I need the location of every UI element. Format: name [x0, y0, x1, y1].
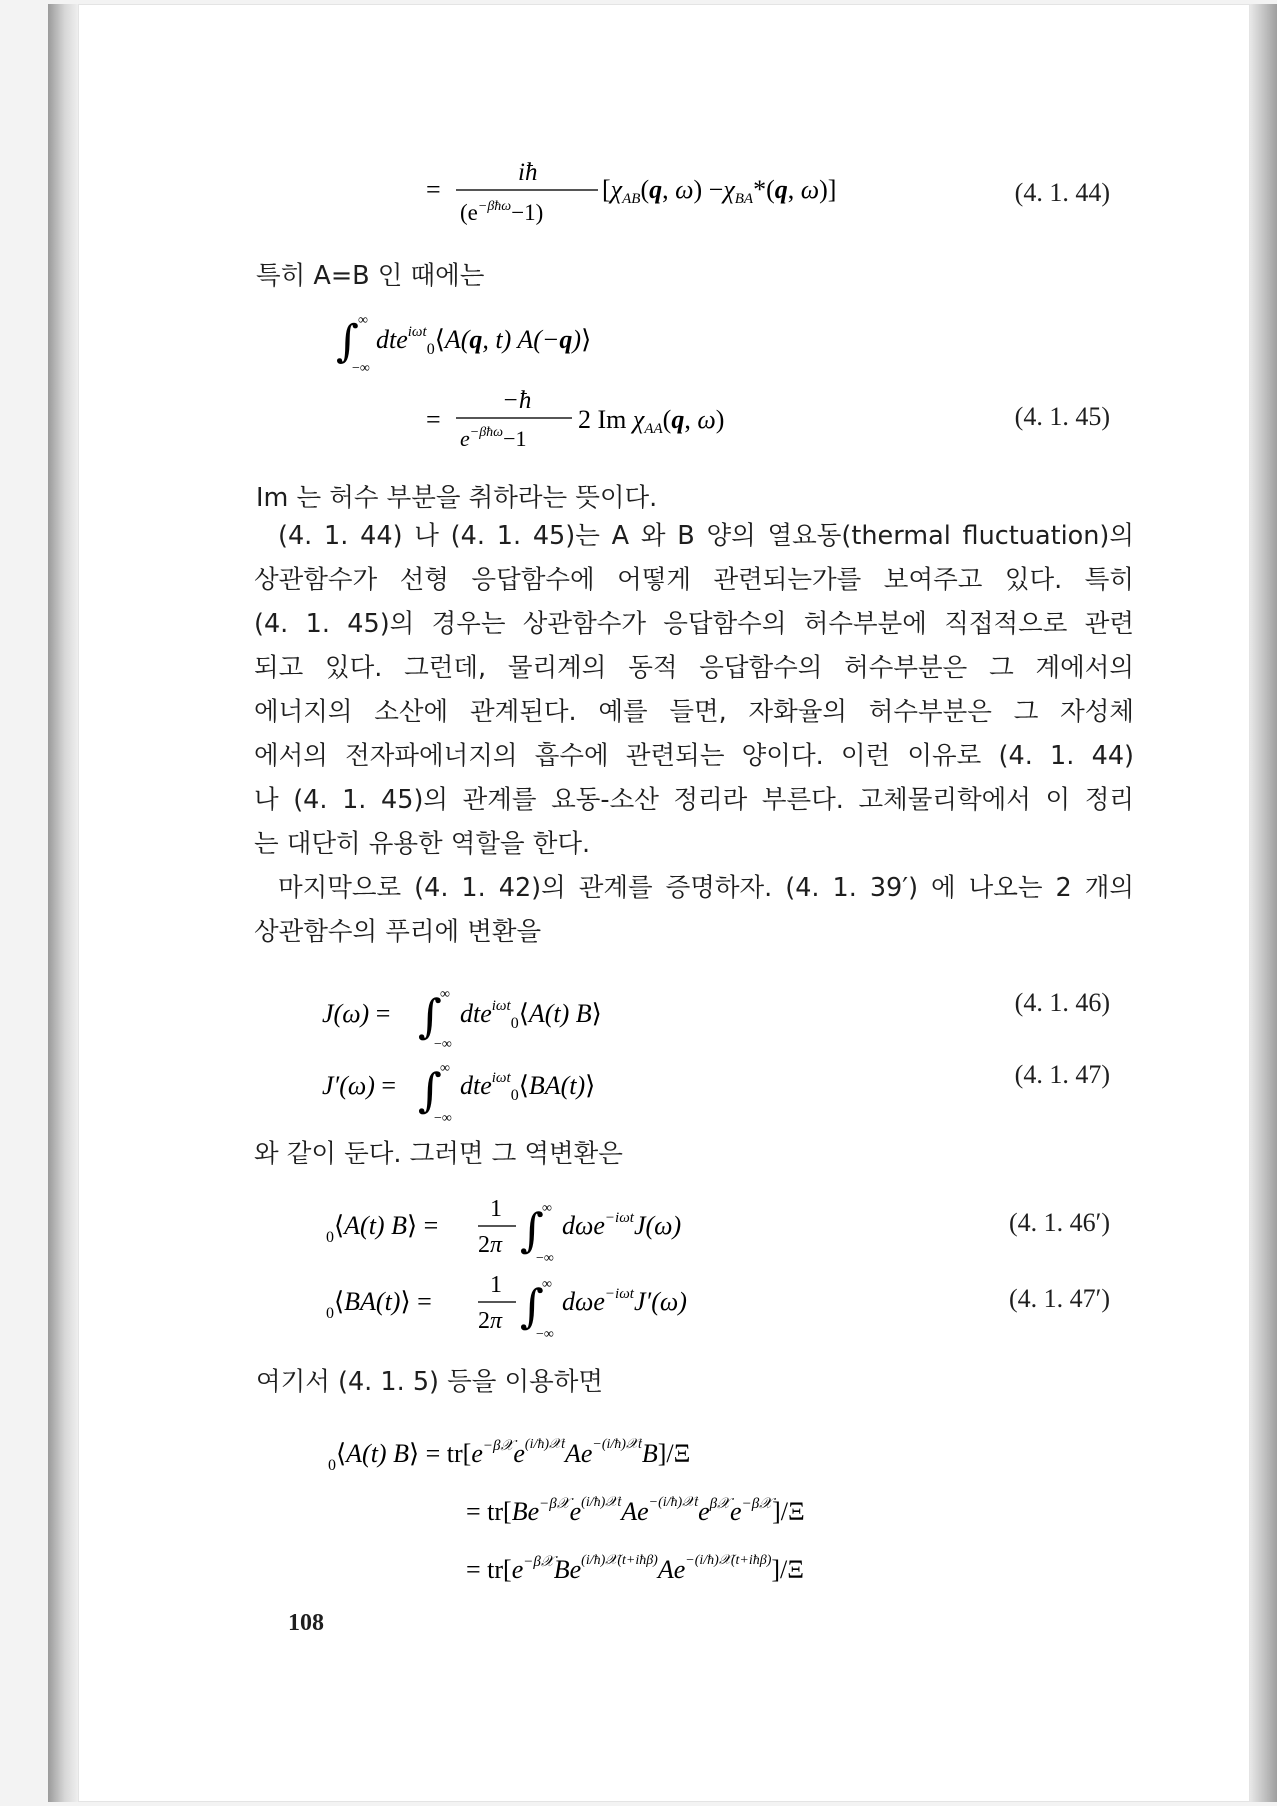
special-case-text: 특히 A=B 인 때에는 [256, 261, 485, 291]
svg-text:∞: ∞ [358, 313, 368, 328]
svg-text:= tr[Be−β𝒳e(i/ħ)𝒳tAe−(i/ħ)𝒳: = $tr[Be^{-\beta 𝒳}e^{(i/ħ)𝒳t}Ae^{-(i/ħ)𝒳t}e^{\beta 𝒳}e^{-\beta 𝒳}]/\Xi$ [466, 1495, 805, 1526]
svg-text:−∞: −∞ [536, 1327, 554, 1342]
svg-text:1: 1 [490, 1272, 502, 1298]
paragraph-fluctuation-dissipation [254, 514, 1134, 866]
paragraph-line: 에서의 전자파에너지의 흡수에 관련되는 양이다. 이런 이유로 (4. 1. 44) [254, 741, 1134, 771]
paragraph-line: 상관함수의 푸리에 변환을 [254, 917, 542, 947]
svg-text:J(ω) =: J(ω) = [322, 999, 391, 1028]
equation-4-1-47-prime [326, 1264, 766, 1351]
svg-text:−∞: −∞ [352, 361, 370, 376]
equation-derivation-line-3 [466, 1534, 1026, 1605]
svg-text:1: 1 [490, 1196, 502, 1222]
svg-text:0⟨BA(t)⟩ =: $_0$⟨BA(t)⟩ = [326, 1287, 432, 1322]
equation-number: (4. 1. 45) [1014, 402, 1110, 431]
svg-text:=: = [426, 405, 441, 434]
paragraph-line: 는 대단히 유용한 역할을 한다. [254, 829, 591, 859]
svg-text:2π: 2π [478, 1232, 503, 1258]
im-note-text: Im 는 허수 부분을 취하라는 뜻이다. [256, 483, 658, 513]
svg-text:dωe−iωtJ′(ω): dωe$^{-i\omega t}$J′(ω) [562, 1286, 687, 1316]
equation-4-1-46-prime [326, 1188, 766, 1275]
paragraph-line: 되고 있다. 그런데, 물리계의 동적 응답함수의 허수부분은 그 계에서의 [254, 653, 1134, 683]
svg-text:2 Im χAA(q, ω): 2 Im χAA(q, ω) [578, 405, 725, 437]
svg-text:∫: ∫ [520, 1279, 544, 1333]
equation-4-1-45-integral [336, 300, 756, 383]
svg-text:∞: ∞ [542, 1277, 552, 1292]
page-right-edge [1250, 4, 1277, 1802]
svg-text:dteiωt0⟨BA(t)⟩: dte$^{i\omega t}_0$⟨BA(t)⟩ [460, 1070, 596, 1104]
svg-text:dteiωt0⟨A(t) B⟩: dte$^{i\omega t}_0$⟨A(t) B⟩ [460, 998, 602, 1032]
paragraph-line: (4. 1. 45)의 경우는 상관함수가 응답함수의 허수부분에 직접적으로 관련 [254, 609, 1134, 639]
svg-text:∫: ∫ [418, 1063, 442, 1117]
svg-text:∞: ∞ [542, 1201, 552, 1216]
equation-number: (4. 1. 44) [1014, 178, 1110, 207]
svg-text:(e−βħω−1): $(e^{-\beta ħ\omega}-1)$ [460, 199, 544, 225]
svg-text:dteiωt0⟨A(q, t) A(−q)⟩: dte$^{i\omega t}_0$⟨A(q, t) A(−q)⟩ [376, 324, 592, 358]
paragraph-proof-intro [254, 866, 1134, 954]
svg-text:=: = [426, 175, 441, 204]
svg-text:[χAB(q, ω) −χBA*(q, ω)]: [χAB(q, ω) −χBA*(q, ω)] [602, 175, 837, 207]
svg-text:e−βħω−1: $e^{-\beta ħ\omega}-1$ [460, 425, 527, 451]
svg-text:∫: ∫ [520, 1203, 544, 1257]
svg-text:dωe−iωtJ(ω): dωe$^{-i\omega t}$J(ω) [562, 1210, 682, 1240]
equation-number: (4. 1. 47′) [1008, 1284, 1110, 1313]
svg-text:−∞: −∞ [434, 1037, 452, 1052]
svg-text:J′(ω) =: J′(ω) = [322, 1071, 397, 1100]
page-number: 108 [288, 1610, 324, 1636]
equation-4-1-47 [322, 1046, 742, 1133]
svg-text:∞: ∞ [440, 987, 450, 1002]
paragraph-line: 마지막으로 (4. 1. 42)의 관계를 증명하자. (4. 1. 39′) 에 나오는 2 개의 [278, 873, 1134, 903]
svg-text:−ħ: −ħ [502, 387, 532, 414]
equation-number: (4. 1. 46′) [1008, 1208, 1110, 1237]
equation-4-1-44 [426, 152, 886, 235]
svg-text:∫: ∫ [336, 316, 359, 367]
equation-number: (4. 1. 47) [1014, 1060, 1110, 1089]
svg-text:0⟨A(t) B⟩ =: $_0$⟨A(t) B⟩ = [326, 1211, 439, 1246]
svg-text:∫: ∫ [418, 989, 442, 1043]
paragraph-line: (4. 1. 44) 나 (4. 1. 45)는 A 와 B 양의 열요동(thermal fluctuation)의 [278, 521, 1134, 551]
book-spine-edge [48, 4, 78, 1802]
inverse-intro-text: 와 같이 둔다. 그러면 그 역변환은 [254, 1139, 623, 1169]
svg-text:0⟨A(t) B⟩ = tr[e−β𝒳e(i/ħ)𝒳tA: $_0$⟨A(t) B⟩ = $tr[e^{-\beta 𝒳}e^{(i/ħ)𝒳t}Ae^{-(i/ħ)𝒳t}B]/\Xi$ [328, 1437, 691, 1474]
using-intro-text: 여기서 (4. 1. 5) 등을 이용하면 [256, 1367, 604, 1397]
paragraph-line: 나 (4. 1. 45)의 관계를 요동-소산 정리라 부른다. 고체물리학에서 이 정리 [254, 785, 1134, 815]
svg-text:= tr[e−β𝒳Be(i/ħ)𝒳(t+iħβ)Ae−(: = $tr[e^{-\beta 𝒳}Be^{(i/ħ)𝒳(t+iħ\beta)}Ae^{-(i/ħ)𝒳(t+iħ\beta)}]/\Xi$ [466, 1553, 804, 1584]
svg-text:2π: 2π [478, 1308, 503, 1334]
equation-4-1-45 [426, 382, 786, 465]
paragraph-line: 에너지의 소산에 관계된다. 예를 들면, 자화율의 허수부분은 그 자성체 [254, 697, 1134, 727]
equation-number: (4. 1. 46) [1014, 988, 1110, 1017]
svg-text:−∞: −∞ [434, 1111, 452, 1126]
svg-text:−∞: −∞ [536, 1251, 554, 1266]
paragraph-line: 상관함수가 선형 응답함수에 어떻게 관련되는가를 보여주고 있다. 특히 [254, 565, 1134, 595]
svg-text:∞: ∞ [440, 1061, 450, 1076]
svg-text:iħ: iħ [518, 159, 538, 186]
